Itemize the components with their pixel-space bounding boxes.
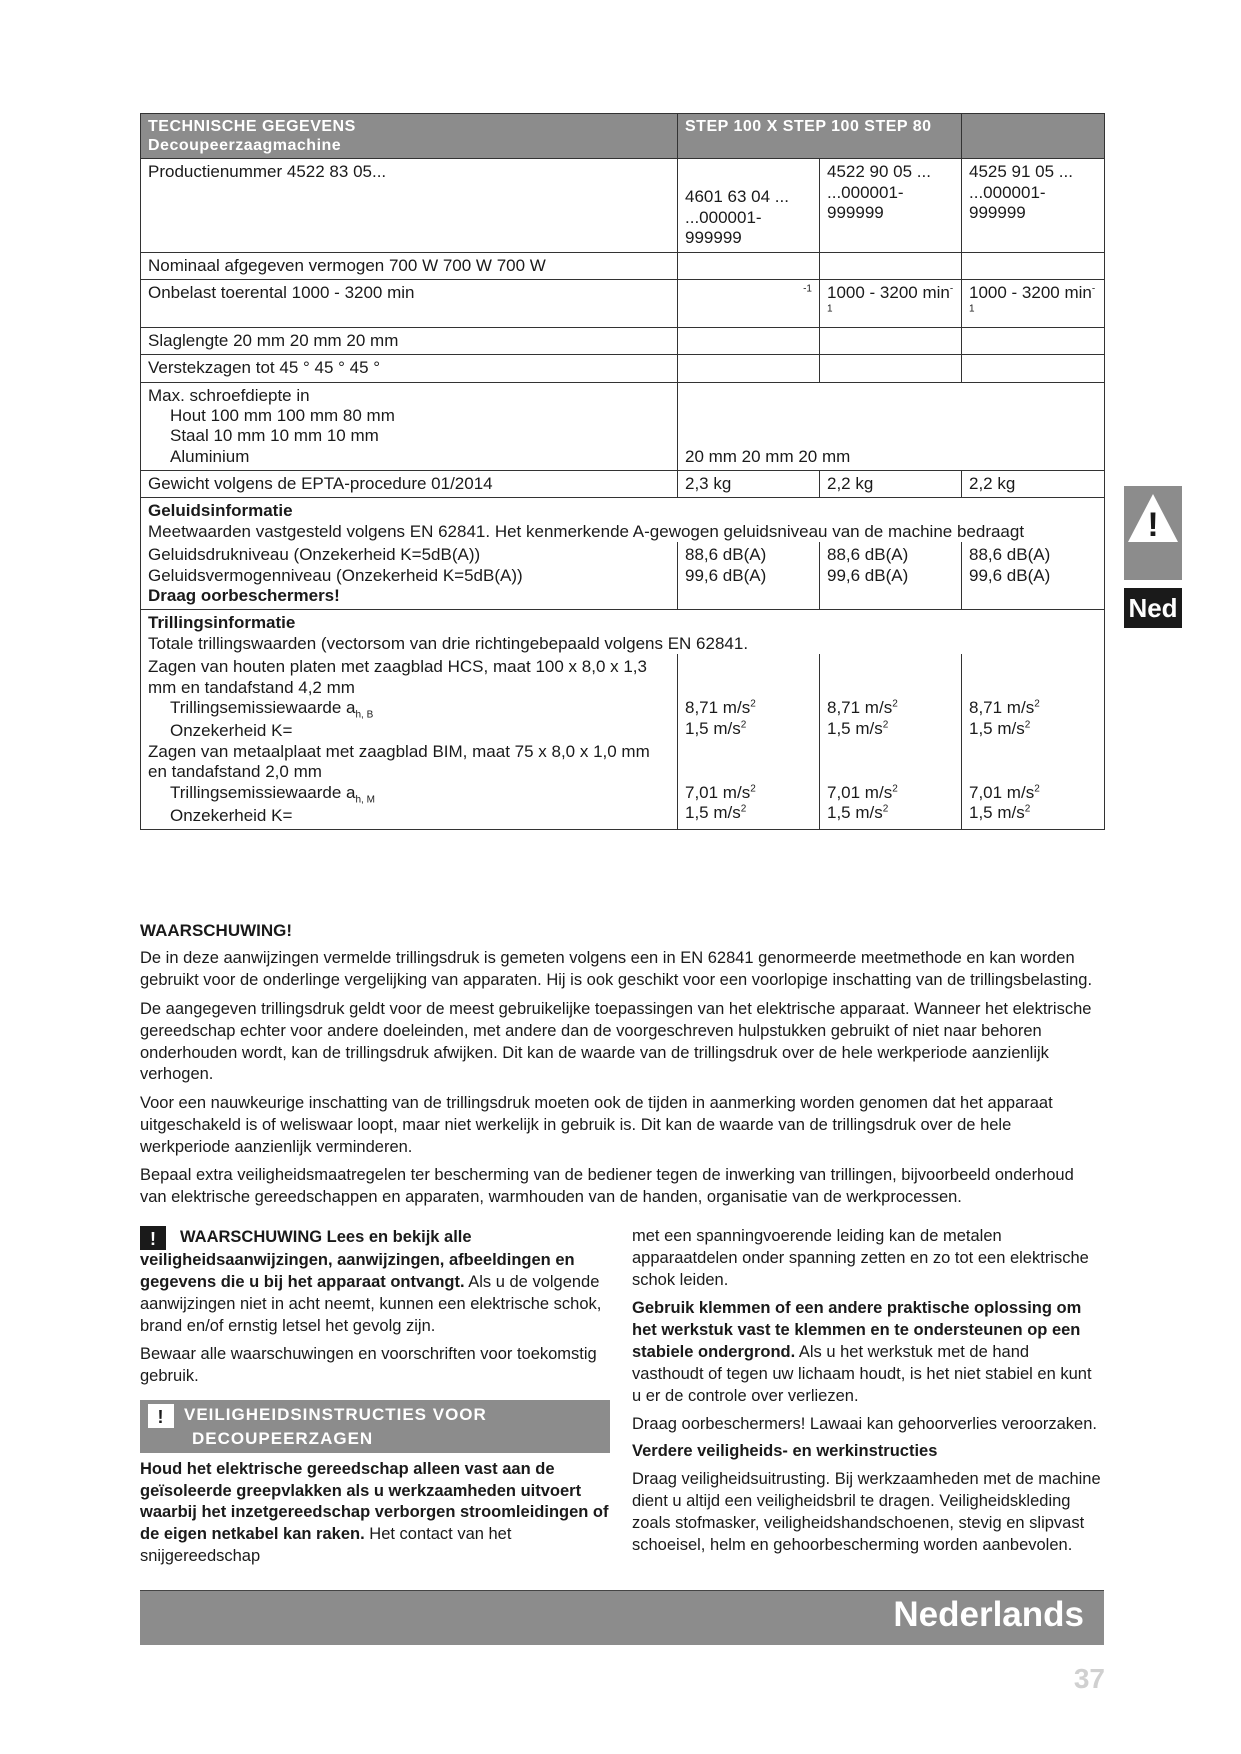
- right-column: [632, 1226, 1102, 1563]
- empty-cell: [820, 355, 962, 382]
- warning-triangle-icon: !: [148, 1404, 174, 1428]
- power-label: Nominaal afgegeven vermogen 700 W 700 W 700 W: [141, 252, 678, 279]
- safety-gear: Draag veiligheidsuitrusting. Bij werkzaamheden met de machine dient u altijd een veiligheidsbril te dragen. Veiligheidskleding zoals stofmasker, veiligheidshandschoenen, stevig en slipvast schoeisel, helm en gehoorbescherming worden aanbevolen.: [632, 1470, 1101, 1555]
- vibration-c3: [962, 654, 1105, 830]
- depth-steel: Staal 10 mm 10 mm 10 mm: [170, 426, 379, 446]
- metal-c3-value: 7,01 m/s: [969, 782, 1035, 802]
- weight-c2: 2,2 kg: [820, 471, 962, 498]
- table-title: TECHNISCHE GEGEVENS: [148, 118, 356, 135]
- squared: 2: [750, 698, 756, 710]
- spacer: [969, 739, 1097, 783]
- noise-c3: [962, 542, 1105, 610]
- weight-c3: 2,2 kg: [962, 471, 1105, 498]
- wood-k2: [827, 719, 954, 739]
- warning-paragraph: Voor een nauwkeurige inschatting van de trillingsdruk moeten ook de tijden in aanmerking worden genomen dat het apparaat uitgeschakeld is of weliswaar loopt, maar niet werkelijk in gebruik is. Dit kan de waarde van de trillingsdruk over de hele werkperiode aanzienlijk verminderen.: [140, 1094, 1053, 1156]
- speed-c3-sup: -1: [969, 283, 1096, 315]
- table-row: [141, 159, 1105, 252]
- weight-c1: 2,3 kg: [678, 471, 820, 498]
- metal-k2-value: 1,5 m/s: [827, 803, 883, 823]
- metal-c2: [827, 783, 954, 803]
- table-row: [141, 327, 1105, 354]
- empty-cell: [820, 252, 962, 279]
- product-c1-line2: ...000001-999999: [685, 207, 762, 248]
- empty-cell: [962, 327, 1105, 354]
- vibration-intro-cell: [141, 610, 1105, 654]
- noise-pressure-c2: 88,6 dB(A): [827, 545, 909, 565]
- vibration-wood-uncertainty: Onzekerheid K=: [170, 721, 293, 741]
- depth-alu: Aluminium: [170, 446, 250, 466]
- squared: 2: [1024, 803, 1031, 815]
- clamp-text: Als u het werkstuk met de hand vasthoudt of tegen uw lichaam houdt, is het niet stabiel en kunt u er de controle over verliezen.: [632, 1342, 1092, 1405]
- empty-cell: [678, 355, 820, 382]
- stroke-label: Slaglengte 20 mm 20 mm 20 mm: [141, 327, 678, 354]
- noise-power-label: Geluidsvermogenniveau (Onzekerheid K=5dB(A)): [148, 565, 523, 585]
- product-number-c1: [678, 159, 820, 252]
- depth-wood: Hout 100 mm 100 mm 80 mm: [170, 405, 395, 425]
- depth-cell: [141, 382, 678, 471]
- squared: 2: [1034, 698, 1040, 710]
- wood-c1-value: 8,71 m/s: [685, 698, 751, 718]
- vibration-wood-emission: [148, 698, 670, 721]
- spacer: [685, 739, 812, 783]
- product-c2-line2: ...000001-999999: [827, 182, 904, 223]
- product-c1-line1: 4601 63 04 ...: [685, 187, 789, 207]
- wood-c2: [827, 698, 954, 718]
- squared: 2: [892, 783, 898, 795]
- speed-c1: [678, 279, 820, 327]
- hold-bold: Houd het elektrische gereedschap alleen vast aan de geïsoleerde greepvlakken als u werkzaamheden uitvoert waarbij het inzetgereedschap verborgen stroomleidingen of de eigen netkabel kan raken.: [140, 1459, 609, 1544]
- noise-protect: Draag oorbeschermers!: [148, 586, 340, 606]
- speed-c1-sup: -1: [803, 283, 812, 295]
- table-row: [141, 471, 1105, 498]
- vibration-metal-emission: [148, 783, 670, 806]
- metal-c3: [969, 783, 1097, 803]
- footer-bar: [140, 1590, 1104, 1645]
- warning-paragraph: De aangegeven trillingsdruk geldt voor de meest gebruikelijke toepassingen van het elektrische apparaat. Wanneer het elektrische gereedschap echter voor andere doeleinden, met andere dan de voorgeschreven hulpstukken gebruikt of niet naar behoren onderhouden wordt, kan de trillingsdruk afwijken. Dit kan de waarde van de trillingsdruk over de hele werkperiode aanzienlijk verhogen.: [140, 999, 1092, 1084]
- ear-protection: Draag oorbeschermers! Lawaai kan gehoorverlies veroorzaken.: [632, 1414, 1097, 1433]
- vibration-wood-text: Zagen van houten platen met zaagblad HCS, maat 100 x 8,0 x 1,3 mm en tandafstand 4,2 mm: [148, 657, 647, 697]
- clamp-instruction: [632, 1298, 1102, 1408]
- section-title-1: VEILIGHEIDSINSTRUCTIES VOOR: [184, 1404, 487, 1424]
- noise-power-c2: 99,6 dB(A): [827, 565, 909, 585]
- empty-cell: [962, 355, 1105, 382]
- squared: 2: [882, 718, 889, 730]
- metal-k1-value: 1,5 m/s: [685, 803, 741, 823]
- vibration-intro: Totale trillingswaarden (vectorsom van drie richtingebepaald volgens EN 62841.: [148, 633, 749, 653]
- warning-paragraph: De in deze aanwijzingen vermelde trillingsdruk is gemeten volgens een in EN 62841 genormeerde meetmethode en kan worden gebruikt voor de onderlinge vergelijking van apparaten. Hij is ook geschikt voor een voorlopige inschatting van de trillingsbelasting.: [140, 949, 1093, 990]
- noise-pressure-c3: 88,6 dB(A): [969, 545, 1051, 565]
- clamp-bold: Gebruik klemmen of een andere praktische oplossing om het werkstuk vast te klemmen en te ondersteunen op een stabiele ondergrond.: [632, 1298, 1082, 1361]
- vibration-c1: [678, 654, 820, 830]
- product-c2-line1: 4522 90 05 ...: [827, 162, 931, 182]
- product-number-c2: [820, 159, 962, 252]
- squared: 2: [892, 698, 898, 710]
- vibration-labels: [141, 654, 678, 830]
- emission-label: Trillingsemissiewaarde a: [170, 782, 356, 802]
- model-columns-header: STEP 100 X STEP 100 STEP 80: [678, 114, 962, 159]
- left-column: [140, 1226, 610, 1574]
- hold-instruction: [140, 1459, 610, 1569]
- table-row: [141, 279, 1105, 327]
- vibration-intro-row: [141, 610, 1105, 654]
- vibration-c2: [820, 654, 962, 830]
- wood-k1-value: 1,5 m/s: [685, 718, 741, 738]
- vibration-metal-uncertainty: Onzekerheid K=: [170, 805, 293, 825]
- wood-c3-value: 8,71 m/s: [969, 698, 1035, 718]
- contact-continuation: met een spanningvoerende leiding kan de metalen apparaatdelen onder spanning zetten en zo tot een elektrische schok leiden.: [632, 1227, 1089, 1289]
- metal-k1: [685, 803, 812, 823]
- wood-c1: [685, 698, 812, 718]
- metal-c1-value: 7,01 m/s: [685, 782, 751, 802]
- metal-c2-value: 7,01 m/s: [827, 782, 893, 802]
- wood-k3-value: 1,5 m/s: [969, 718, 1025, 738]
- table-title-cell: [141, 114, 678, 159]
- noise-c2: [820, 542, 962, 610]
- noise-power-c1: 99,6 dB(A): [685, 565, 767, 585]
- metal-k2: [827, 803, 954, 823]
- warning-exclamation-icon: [1124, 486, 1182, 580]
- metal-k3: [969, 803, 1097, 823]
- speed-label: Onbelast toerental 1000 - 3200 min: [141, 279, 678, 327]
- safety-section-bar: [140, 1400, 610, 1453]
- squared: 2: [1034, 783, 1040, 795]
- footer-language: Nederlands: [893, 1595, 1084, 1634]
- empty-cell: [820, 327, 962, 354]
- metal-c1: [685, 783, 812, 803]
- metal-k3-value: 1,5 m/s: [969, 803, 1025, 823]
- more-heading: Verdere veiligheids- en werkinstructies: [632, 1442, 938, 1461]
- noise-c1: [678, 542, 820, 610]
- table-header-row: [141, 114, 1105, 159]
- speed-c2-value: 1000 - 3200 min: [827, 282, 950, 302]
- depth-label: Max. schroefdiepte in: [148, 385, 310, 405]
- emission-sub-b: h, B: [355, 709, 374, 721]
- depth-alu-values: 20 mm 20 mm 20 mm: [678, 382, 1105, 471]
- vibration-warning-section: [140, 920, 1104, 1216]
- warning-paragraph: Bepaal extra veiligheidsmaatregelen ter bescherming van de bediener tegen de inwerking van trillingen, bijvoorbeeld onderhoud van elektrische gereedschappen en apparaten, warmhouden van de handen, organisatie van de werkprocessen.: [140, 1166, 1074, 1207]
- table-subtitle: Decoupeerzaagmachine: [148, 137, 342, 155]
- wood-k2-value: 1,5 m/s: [827, 718, 883, 738]
- empty-cell: [678, 252, 820, 279]
- header-empty-cell: [962, 114, 1105, 159]
- noise-intro: Meetwaarden vastgesteld volgens EN 62841. Het kenmerkende A-gewogen geluidsniveau van de machine bedraagt: [148, 521, 1025, 541]
- vibration-metal-text: Zagen van metaalplaat met zaagblad BIM, maat 75 x 8,0 x 1,0 mm en tandafstand 2,0 mm: [148, 741, 650, 782]
- empty-cell: [962, 252, 1105, 279]
- page-number: 37: [1073, 1663, 1105, 1694]
- noise-title: Geluidsinformatie: [148, 501, 293, 521]
- technical-data-table: [140, 113, 1105, 830]
- bevel-label: Verstekzagen tot 45 ° 45 ° 45 °: [141, 355, 678, 382]
- general-warning-text: Als u de volgende aanwijzingen niet in acht neemt, kunnen een elektrische schok, brand en/of ernstig letsel het gevolg zijn.: [140, 1272, 602, 1335]
- noise-intro-row: [141, 498, 1105, 542]
- squared: 2: [750, 783, 756, 795]
- product-number-c3: [962, 159, 1105, 252]
- noise-values-row: [141, 542, 1105, 610]
- wood-c3: [969, 698, 1097, 718]
- wood-k3: [969, 719, 1097, 739]
- noise-power-c3: 99,6 dB(A): [969, 565, 1051, 585]
- squared: 2: [740, 718, 747, 730]
- general-warning: [140, 1226, 610, 1338]
- noise-pressure-c1: 88,6 dB(A): [685, 545, 767, 565]
- table-row: [141, 355, 1105, 382]
- noise-labels: [141, 542, 678, 610]
- vibration-title: Trillingsinformatie: [148, 613, 296, 633]
- noise-intro-cell: [141, 498, 1105, 542]
- squared: 2: [1024, 718, 1031, 730]
- keep-instructions: Bewaar alle waarschuwingen en voorschriften voor toekomstig gebruik.: [140, 1344, 597, 1385]
- speed-c2: [820, 279, 962, 327]
- product-c3-line1: 4525 91 05 ...: [969, 162, 1073, 182]
- noise-pressure-label: Geluidsdrukniveau (Onzekerheid K=5dB(A)): [148, 545, 481, 565]
- empty-cell: [678, 327, 820, 354]
- warning-triangle-icon: !: [140, 1226, 166, 1250]
- emission-label: Trillingsemissiewaarde a: [170, 697, 356, 717]
- product-number-label: Productienummer 4522 83 05...: [141, 159, 678, 252]
- squared: 2: [882, 803, 889, 815]
- general-warning-bold: WAARSCHUWING Lees en bekijk alle veiligheidsaanwijzingen, aanwijzingen, afbeeldingen en gegevens die u bij het apparaat ontvangt.: [140, 1228, 575, 1291]
- warning-heading: WAARSCHUWING!: [140, 921, 293, 940]
- table-row: [141, 252, 1105, 279]
- spacer: [827, 739, 954, 783]
- product-c3-line2: ...000001-999999: [969, 182, 1046, 223]
- emission-sub-m: h, M: [355, 793, 375, 805]
- table-row: [141, 382, 1105, 471]
- section-title-2: DECOUPEERZAGEN: [192, 1428, 374, 1448]
- speed-c2-sup: -1: [827, 283, 954, 315]
- speed-c3-value: 1000 - 3200 min: [969, 282, 1092, 302]
- section-line-1: [148, 1404, 602, 1428]
- hold-text: Het contact van het snijgereedschap: [140, 1525, 512, 1566]
- speed-c3: [962, 279, 1105, 327]
- wood-c2-value: 8,71 m/s: [827, 698, 893, 718]
- language-tab: Ned: [1124, 588, 1182, 628]
- vibration-values-row: [141, 654, 1105, 830]
- weight-label: Gewicht volgens de EPTA-procedure 01/2014: [141, 471, 678, 498]
- wood-k1: [685, 719, 812, 739]
- squared: 2: [740, 803, 747, 815]
- exclamation-mark: !: [1147, 506, 1159, 544]
